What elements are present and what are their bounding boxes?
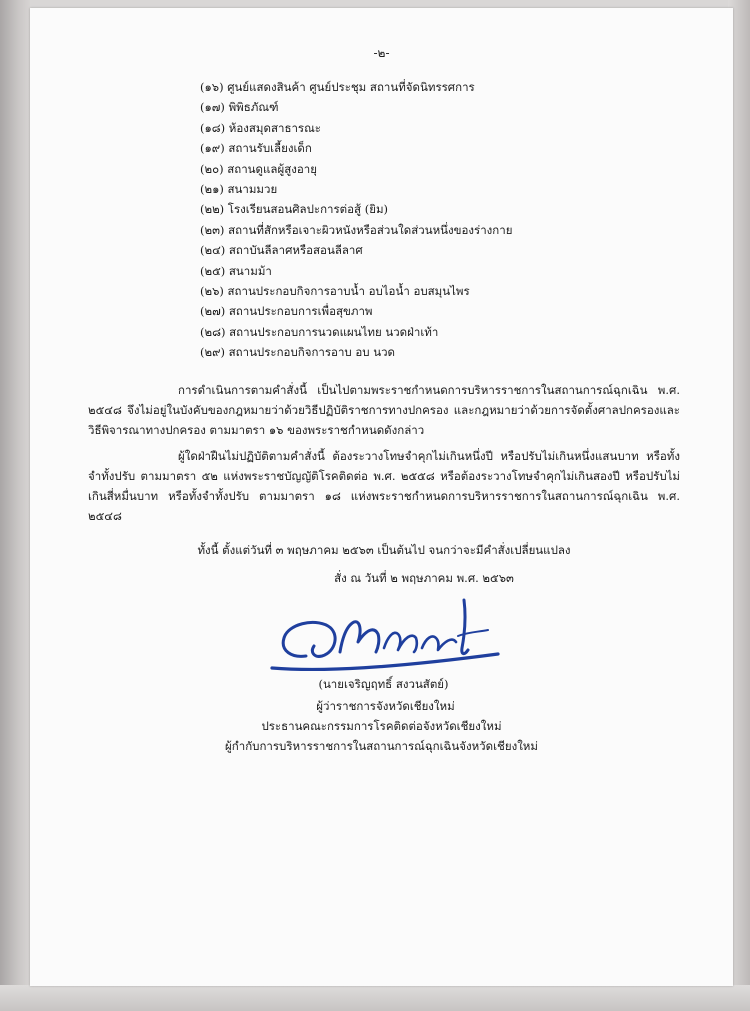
- document-page: [30, 8, 733, 986]
- list-item: (๒๕) สนามม้า: [200, 263, 272, 278]
- penalty-paragraph: ผู้ใดฝ่าฝืนไม่ปฏิบัติตามคำสั่งนี้ ต้องระวางโทษจำคุกไม่เกินหนึ่งปี หรือปรับไม่เกินหนึ่งแสนบาท หรือทั้งจำทั้งปรับ ตามมาตรา ๕๒ แห่งพระราชบัญญัติโรคติดต่อ พ.ศ. ๒๕๕๘ หรือต้องระวางโทษจำคุกไม่เกินสองปี หรือปรับไม่เกินสี่หมื่นบาท หรือทั้งจำทั้งปรับ ตามมาตรา ๑๘ แห่งพระราชกำหนดการบริหารราชการในสถานการณ์ฉุกเฉิน พ.ศ. ๒๕๔๘: [88, 449, 680, 523]
- list-item: (๒๔) สถาบันลีลาศหรือสอนลีลาศ: [200, 243, 363, 258]
- list-item: (๑๖) ศูนย์แสดงสินค้า ศูนย์ประชุม สถานที่จัดนิทรรศการ: [200, 80, 475, 94]
- page-number: -๒-: [373, 46, 390, 60]
- list-item: (๒๒) โรงเรียนสอนศิลปะการต่อสู้ (ยิม): [200, 202, 389, 217]
- list-item: (๒๐) สถานดูแลผู้สูงอายุ: [200, 161, 317, 176]
- list-item: (๒๖) สถานประกอบกิจการอาบน้ำ อบไอน้ำ อบสมุนไพร: [200, 283, 470, 298]
- list-item: (๒๗) สถานประกอบการเพื่อสุขภาพ: [200, 304, 373, 319]
- signatory-name: (นายเจริญฤทธิ์ สงวนสัตย์): [318, 677, 449, 691]
- list-item: (๒๓) สถานที่สักหรือเจาะผิวหนังหรือส่วนใดส่วนหนึ่งของร่างกาย: [200, 222, 513, 237]
- list-item: (๑๙) สถานรับเลี้ยงเด็ก: [200, 141, 312, 156]
- photo-background-bottom: [0, 985, 750, 1011]
- establishment-list: [200, 77, 512, 362]
- list-item: (๒๙) สถานประกอบกิจการอาบ อบ นวด: [200, 345, 396, 360]
- effective-date-line: ทั้งนี้ ตั้งแต่วันที่ ๓ พฤษภาคม ๒๕๖๓ เป็นต้นไป จนกว่าจะมีคำสั่งเปลี่ยนแปลง: [197, 543, 571, 557]
- signatory-title-committee-chair: ประธานคณะกรรมการโรคติดต่อจังหวัดเชียงใหม่: [261, 719, 502, 733]
- legal-basis-paragraph: การดำเนินการตามคำสั่งนี้ เป็นไปตามพระราชกำหนดการบริหารราชการในสถานการณ์ฉุกเฉิน พ.ศ. ๒๕๔๘ จึงไม่อยู่ในบังคับของกฎหมายว่าด้วยวิธีปฏิบัติราชการทางปกครอง และกฎหมายว่าด้วยการจัดตั้งศาลปกครองและวิธีพิจารณาทางปกครอง ตามมาตรา ๑๖ ของพระราชกำหนดดังกล่าว: [88, 383, 680, 437]
- list-item: (๒๑) สนามมวย: [200, 181, 278, 196]
- photo-background-left: [0, 0, 30, 1011]
- signatory-title-governor: ผู้ว่าราชการจังหวัดเชียงใหม่: [316, 699, 455, 713]
- handwritten-signature: [262, 596, 502, 676]
- list-item: (๑๗) พิพิธภัณฑ์: [200, 100, 279, 115]
- signatory-title-emergency-director: ผู้กำกับการบริหารราชการในสถานการณ์ฉุกเฉินจังหวัดเชียงใหม่: [225, 739, 538, 753]
- signed-date-line: สั่ง ณ วันที่ ๒ พฤษภาคม พ.ศ. ๒๕๖๓: [334, 571, 514, 585]
- list-item: (๒๘) สถานประกอบการนวดแผนไทย นวดฝ่าเท้า: [200, 324, 439, 339]
- list-item: (๑๘) ห้องสมุดสาธารณะ: [200, 120, 321, 135]
